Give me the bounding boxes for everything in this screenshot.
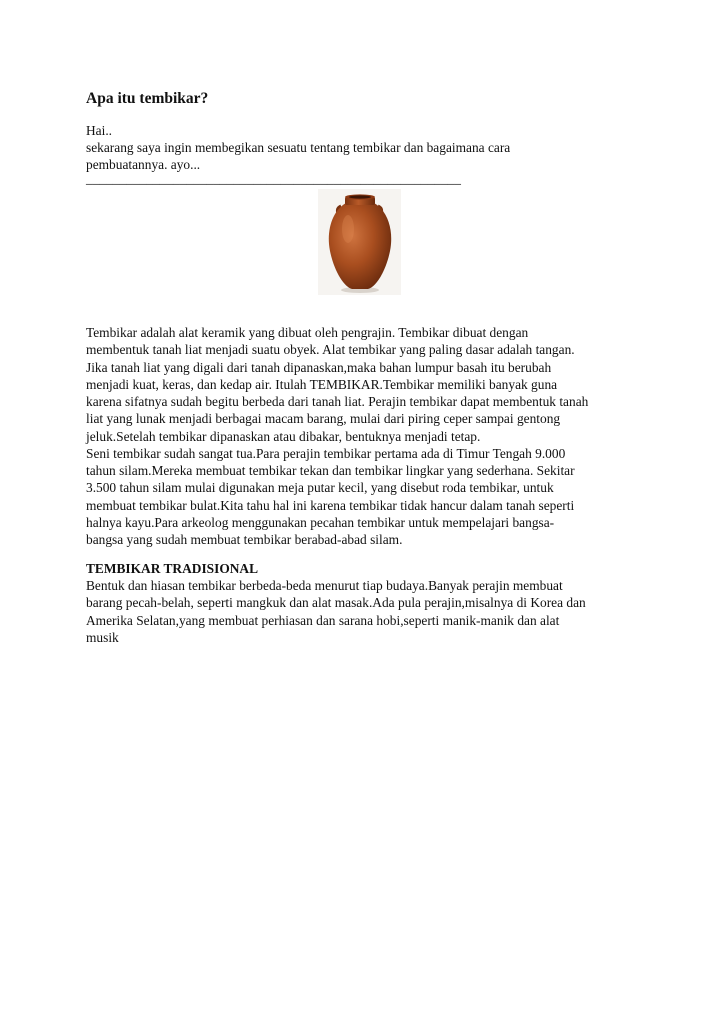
- body-line: 3.500 tahun silam mulai digunakan meja putar kecil, yang disebut roda tembikar, untuk: [86, 480, 554, 496]
- body-line: tahun silam.Mereka membuat tembikar tekan dan tembikar lingkar yang sederhana. Sekitar: [86, 463, 575, 478]
- section-line: Bentuk dan hiasan tembikar berbeda-beda menurut tiap budaya.Banyak perajin membuat: [86, 578, 563, 593]
- body-line: Tembikar adalah alat keramik yang dibuat oleh pengrajin. Tembikar dibuat dengan: [86, 325, 529, 340]
- separator-line: ________________________________________________________: [86, 171, 461, 186]
- body-line: halnya kayu.Para arkeolog menggunakan pecahan tembikar untuk mempelajari bangsa-: [86, 514, 555, 530]
- section-heading: TEMBIKAR TRADISIONAL: [86, 561, 259, 576]
- pottery-jar-image: [318, 189, 401, 295]
- section-line: Amerika Selatan,yang membuat perhiasan dan sarana hobi,seperti manik-manik dan alat: [86, 612, 560, 628]
- intro-paragraph: [86, 122, 646, 174]
- body-line: menjadi kuat, keras, dan kedap air. Itulah TEMBIKAR.Tembikar memiliki banyak guna: [86, 376, 558, 392]
- intro-line: pembuatannya. ayo...: [86, 157, 201, 173]
- body-line: bangsa yang sudah membuat tembikar berabad-abad silam.: [86, 532, 403, 547]
- intro-line: Hai..: [86, 123, 113, 138]
- body-line: karena sifatnya sudah begitu berbeda dari tanah liat. Perajin tembikar dapat membentuk tanah: [86, 394, 589, 409]
- document-title: Apa itu tembikar?: [86, 90, 209, 107]
- body-line: Seni tembikar sudah sangat tua.Para perajin tembikar pertama ada di Timur Tengah 9.000: [86, 445, 566, 461]
- body-line: Jika tanah liat yang digali dari tanah dipanaskan,maka bahan lumpur basah itu berubah: [86, 359, 552, 375]
- body-paragraph: [86, 324, 646, 548]
- intro-line: sekarang saya ingin membegikan sesuatu tentang tembikar dan bagaimana cara: [86, 140, 511, 156]
- body-line: membuat tembikar bulat.Kita tahu hal ini karena tembikar tidak hancur dalam tanah seperti: [86, 497, 575, 513]
- section-line: barang pecah-belah, seperti mangkuk dan alat masak.Ada pula perajin,misalnya di Korea dan: [86, 595, 586, 611]
- body-line: liat yang lunak menjadi berbagai macam barang, mulai dari piring ceper sampai gentong: [86, 411, 561, 427]
- body-line: jeluk.Setelah tembikar dipanaskan atau dibakar, bentuknya menjadi tetap.: [86, 428, 481, 444]
- section-line: musik: [86, 629, 119, 645]
- pottery-jar-illustration: [318, 189, 401, 295]
- body-line: membentuk tanah liat menjadi suatu obyek. Alat tembikar yang paling dasar adalah tangan.: [86, 342, 575, 358]
- section-paragraph: [86, 577, 646, 646]
